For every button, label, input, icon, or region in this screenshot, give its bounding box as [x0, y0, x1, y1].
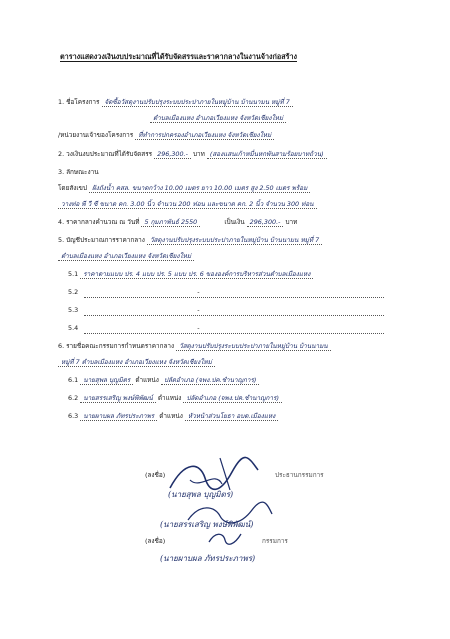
item4-label: 4. ราคากลางคำนวณ ณ วันที่: [58, 218, 140, 226]
item5-line: [58, 236, 322, 245]
item2-amount-words: (สองแสนเก้าหมื่นหกพันสามร้อยบาทถ้วน): [207, 150, 327, 159]
item6-value-cont: หมู่ที่ 7 ตำบลเมืองแหง อำเภอเวียงแหง จังหวัดเชียงใหม่: [58, 358, 215, 367]
item5-sub-label: 5.4: [68, 324, 79, 332]
item5-sub-3: [68, 306, 200, 315]
member-label: 6.1: [68, 376, 79, 384]
chair-role: ประธานกรรมการ: [275, 471, 324, 479]
item1-owner-line: [58, 131, 274, 140]
member-position: ปลัดอำเภอ (จพง.ปค.ชำนาญการ): [183, 394, 282, 403]
dotted-line: [84, 333, 384, 334]
item1-cont-line: [150, 114, 286, 123]
member-name: นายสรรเสริญ พงษ์พิพัฒน์: [80, 394, 156, 403]
member-position-label: ตำแหน่ง: [135, 376, 159, 384]
item6-cont-line: [58, 358, 215, 367]
dotted-line: [84, 297, 384, 298]
item6-member-3: [68, 412, 278, 421]
item2-label: 2. วงเงินงบประมาณที่ได้รับจัดสรร: [58, 150, 153, 158]
item2-unit: บาท: [192, 150, 205, 158]
item5-sub-label: 5.3: [68, 306, 79, 314]
item5-sub-label: 5.2: [68, 288, 79, 296]
item5-value: วัสดุงานปรับปรุงระบบประปาภายในหมู่บ้าน บ้านนามน หมู่ที่ 7: [147, 236, 322, 245]
item3-label: 3. ลักษณะงาน: [58, 168, 99, 176]
item6-label: 6. รายชื่อคณะกรรมการกำหนดราคากลาง: [58, 342, 175, 350]
item5-sub-value: -: [197, 288, 200, 296]
dotted-line: [84, 315, 384, 316]
item4-line: [58, 218, 297, 227]
member-label: 6.3: [68, 412, 79, 420]
item1-project-name: จัดซื้อวัสดุงานปรับปรุงระบบประปาภายในหมู่บ้าน บ้านนามน หมู่ที่ 7: [102, 98, 293, 107]
item5-sub-value: ราคาตามแบบ ปร. 4 แบบ ปร. 5 แบบ ปร. 6 ขององค์การบริหารส่วนตำบลเมืองแหง: [80, 270, 313, 279]
item2-amount: 296,300.-: [154, 150, 191, 159]
member-position: หัวหน้าส่วนโยธา อบต.เมืองแหง: [185, 412, 278, 421]
member-name: นายผาบผล ภัทรประภาพร: [80, 412, 157, 421]
item1-label: 1. ชื่อโครงการ: [58, 98, 100, 106]
member-label: 6.2: [68, 394, 79, 402]
item6-line: [58, 342, 331, 351]
item1-owner-value: ที่ทำการปกครองอำเภอเวียงแหง จังหวัดเชียงใหม่: [135, 131, 274, 140]
item5-sub-value: -: [197, 324, 200, 332]
item1-project-name-cont: ตำบลเมืองแหง อำเภอเวียงแหง จังหวัดเชียงใหม่: [150, 114, 286, 123]
item4-amount: 296,300.-: [247, 218, 284, 227]
item3-desc: ฝังถังน้ำ คสล. ขนาดกว้าง 10.00 เมตร ยาว 10.00 เมตร สูง 2.50 เมตร พร้อม: [89, 184, 310, 193]
signature-2-name: (นายสรรเสริญ พงษ์พิพัฒน์): [160, 520, 254, 529]
item4-unit: บาท: [285, 218, 298, 226]
item1-owner-label: /หน่วยงานเจ้าของโครงการ: [58, 131, 134, 139]
member-role: กรรมการ: [262, 537, 288, 545]
item6-value: วัสดุงานปรับปรุงระบบประปาภายในหมู่บ้าน บ้านนามน: [176, 342, 330, 351]
member-position: ปลัดอำเภอ (จพง.ปค.ชำนาญการ): [161, 376, 260, 385]
item3-desc-line: [58, 184, 310, 193]
item5-sub-value: -: [197, 306, 200, 314]
item5-label: 5. บัญชีประมาณการราคากลาง: [58, 236, 145, 244]
item5-cont-line: [58, 252, 194, 261]
item6-member-2: [68, 394, 282, 403]
member-name: นายสุพล บุญมิตร: [80, 376, 133, 385]
signature-1-name: (นายสุพล บุญมิตร): [168, 490, 234, 499]
item3-desc-prefix: โดยสังเขป: [58, 184, 87, 192]
item5-sub-2: [68, 288, 200, 297]
signature-1-prefix: (ลงชื่อ): [145, 471, 166, 479]
item4-date: 5 กุมภาพันธ์ 2550: [141, 218, 200, 227]
item5-sub-1: [68, 270, 313, 279]
item1-line: [58, 98, 293, 107]
document-title: ตารางแสดงวงเงินงบประมาณที่ได้รับจัดสรรและราคากลางในงานจ้างก่อสร้าง: [60, 52, 297, 61]
item4-as-label: เป็นเงิน: [224, 218, 245, 226]
signature-3-prefix: (ลงชื่อ): [145, 537, 166, 545]
item5-sub-4: [68, 324, 200, 333]
item3-desc-cont: วางท่อ พี วี ซี ขนาด คก. 3.00 นิ้ว จำนวน 200 ท่อน และขนาด คก. 2 นิ้ว จำนวน 300 ท่อน: [58, 200, 317, 209]
item3-desc-cont-line: [58, 200, 317, 209]
member-position-label: ตำแหน่ง: [159, 412, 183, 420]
item6-member-1: [68, 376, 259, 385]
item5-value-cont: ตำบลเมืองแหง อำเภอเวียงแหง จังหวัดเชียงใหม่: [58, 252, 194, 261]
signature-3-name: (นายผาบผล ภัทรประภาพร): [160, 554, 256, 563]
item5-sub-label: 5.1: [68, 270, 79, 278]
member-position-label: ตำแหน่ง: [157, 394, 182, 402]
signature-3-scribble: [205, 530, 245, 546]
item2-line: [58, 150, 327, 159]
